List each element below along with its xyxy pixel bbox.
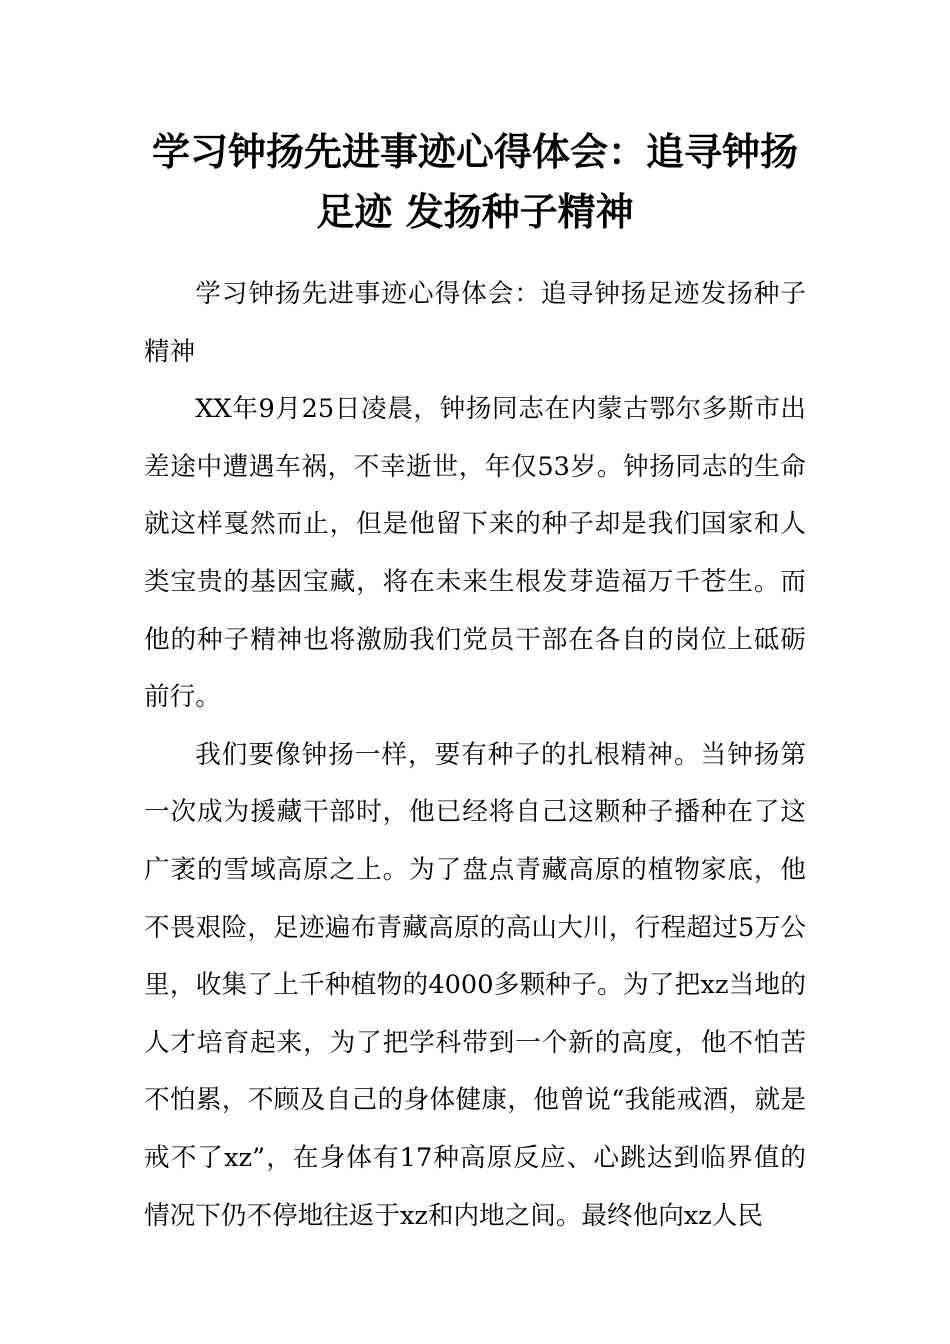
document-title: 学习钟扬先进事迹心得体会：追寻钟扬足迹 发扬种子精神 bbox=[151, 129, 798, 234]
paragraph-rooting-spirit: 我们要像钟扬一样，要有种子的扎根精神。当钟扬第一次成为援藏干部时，他已经将自己这颗种子播种在了这广袤的雪域高原之上。为了盘点青藏高原的植物家底，他不畏艰险，足迹遍布青藏高原的高山大川，行程超过5万公里，收集了上千种植物的4000多颗种子。为了把xz当地的人才培育起来，为了把学科带到一个新的高度，他不怕苦不怕累，不顾及自己的身体健康，他曾说“我能戒酒，就是戒不了xz”，在身体有17种高原反应、心跳达到临界值的情况下仍不停地往返于xz和内地之间。最终他向xz人民 bbox=[144, 739, 806, 1231]
paragraph-intro: XX年9月25日凌晨，钟扬同志在内蒙古鄂尔多斯市出差途中遭遇车祸，不幸逝世，年仅53岁。钟扬同志的生命就这样戛然而止，但是他留下来的种子却是我们国家和人类宝贵的基因宝藏，将在未来生根发芽造福万千苍生。而他的种子精神也将激励我们党员干部在各自的岗位上砥砺前行。 bbox=[144, 394, 806, 713]
document-body bbox=[144, 266, 806, 1245]
paragraph-subtitle: 学习钟扬先进事迹心得体会：追寻钟扬足迹发扬种子精神 bbox=[144, 279, 806, 367]
